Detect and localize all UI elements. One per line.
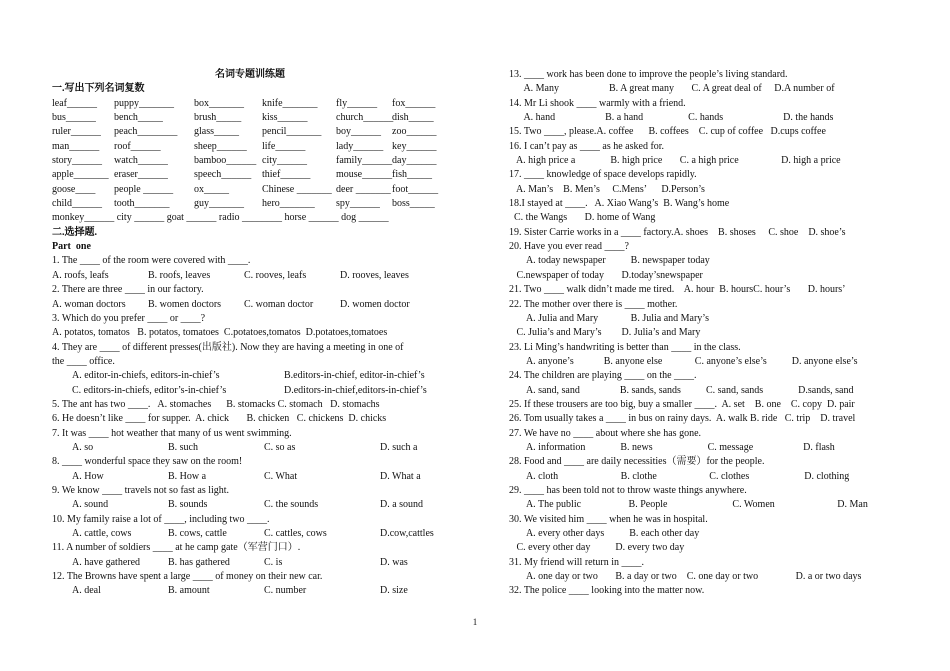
- options-line: [52, 384, 448, 398]
- answer-option[interactable]: B. women doctors: [148, 298, 222, 310]
- plural-word-blank: people ______: [114, 183, 174, 195]
- left-column: [52, 68, 448, 599]
- part-one-label: Part one: [52, 241, 91, 253]
- plural-row: [52, 140, 448, 154]
- plural-word-blank: puppy_______: [114, 97, 174, 109]
- plural-word-blank: fly______: [336, 97, 378, 109]
- answer-option[interactable]: A. so: [72, 441, 94, 453]
- question-line: 10. My family raise a lot of ____, including two ____.: [52, 513, 270, 525]
- answer-option[interactable]: A. sound: [72, 499, 109, 511]
- plural-word-blank: kiss______: [262, 112, 308, 124]
- options-line: A. Julia and Mary B. Julia and Mary’s: [509, 312, 709, 324]
- plural-word-blank: hero_______: [262, 198, 315, 210]
- answer-option[interactable]: D. was: [380, 556, 408, 568]
- plural-word-blank: roof______: [114, 140, 161, 152]
- plural-word-blank: family______: [336, 155, 393, 167]
- plural-row: [52, 111, 448, 125]
- question-line: 3. Which do you prefer ____ or ____?: [52, 312, 206, 324]
- plural-word-blank: city______: [262, 155, 307, 167]
- question-line: 29. ____ has been told not to throw waste things anywhere.: [509, 484, 747, 496]
- answer-option[interactable]: B. cows, cattle: [168, 528, 227, 539]
- answer-option[interactable]: A. cattle, cows: [72, 528, 132, 539]
- plural-row: [52, 154, 448, 168]
- page-number: 1: [472, 617, 478, 627]
- answer-option[interactable]: D. rooves, leaves: [340, 269, 409, 281]
- plural-word-blank: day______: [392, 155, 437, 167]
- plural-word-blank: pencil_______: [262, 126, 322, 138]
- plural-word-blank: foot______: [392, 183, 439, 195]
- plural-word-blank: brush_____: [194, 112, 242, 124]
- question-list-left: [52, 254, 448, 598]
- plural-word-blank: eraser______: [114, 169, 168, 181]
- plural-word-blank: peach________: [114, 126, 178, 138]
- question-line: 8. ____ wonderful space they saw on the room!: [52, 456, 243, 468]
- question-line: 1. The ____ of the room were covered with ____.: [52, 255, 251, 267]
- plural-word-blank: leaf______: [52, 97, 97, 109]
- question-line: 24. The children are playing ____ on the ____.: [509, 370, 697, 382]
- answer-option[interactable]: C. is: [264, 556, 283, 568]
- question-line: 11. A number of soldiers ____ at he camp gate（军营门口）.: [52, 542, 301, 554]
- answer-option[interactable]: B. amount: [168, 585, 210, 597]
- plural-word-blank: Chinese _______: [262, 183, 332, 195]
- question-line: 26. Tom usually takes a ____ in bus on rainy days. A. walk B. ride C. trip D. travel: [509, 413, 856, 425]
- question-line: 23. Li Ming’s handwriting is better than ____ in the class.: [509, 341, 741, 353]
- plural-word-blank: fish_____: [392, 169, 432, 181]
- page-title: 名词专题训练题: [215, 69, 285, 80]
- plural-word-blank: apple_______: [52, 169, 109, 181]
- plural-word-blank: glass_____: [194, 126, 239, 138]
- plural-word-list: [52, 97, 448, 226]
- question-line: 4. They are ____ of different presses(出版社). Now they are having a meeting in one of: [52, 341, 404, 353]
- answer-option[interactable]: A. roofs, leafs: [52, 269, 109, 281]
- plural-word-blank: boss_____: [392, 198, 435, 210]
- answer-option[interactable]: C. rooves, leafs: [244, 269, 307, 281]
- right-column: [509, 68, 909, 599]
- section1-heading: 一.写出下列名词复数: [52, 83, 145, 95]
- plural-row: [52, 168, 448, 182]
- question-line: 17. ____ knowledge of space develops rapidly.: [509, 169, 697, 181]
- answer-option[interactable]: A. editor-in-chiefs, editors-in-chief’s: [72, 370, 220, 382]
- answer-option[interactable]: D. size: [380, 585, 408, 597]
- question-line: 28. Food and ____ are daily necessities（需要）for the people.: [509, 456, 765, 468]
- answer-option[interactable]: D. What a: [380, 470, 421, 482]
- plural-word-blank: knife_______: [262, 97, 318, 109]
- options-line: [52, 369, 448, 383]
- answer-option[interactable]: B. How a: [168, 470, 207, 482]
- options-line: A. hand B. a hand C. hands D. the hands: [509, 112, 834, 124]
- question-line: 12. The Browns have spent a large ____ of money on their new car.: [52, 571, 323, 583]
- plural-word-blank: guy_______: [194, 198, 244, 210]
- plural-word-blank: man______: [52, 140, 100, 152]
- plural-word-blank: bamboo______: [194, 155, 257, 167]
- plural-word-blank: thief______: [262, 169, 311, 181]
- answer-option[interactable]: C. so as: [264, 441, 296, 453]
- plural-word-blank: dish_____: [392, 112, 434, 124]
- options-line: C.newspaper of today D.today’snewspaper: [509, 269, 703, 281]
- plural-row: [52, 197, 448, 211]
- plural-word-blank: fox______: [392, 97, 436, 109]
- options-line: A. The public B. People C. Women D. Man: [509, 499, 868, 511]
- plural-word-blank: key______: [392, 140, 437, 152]
- answer-option[interactable]: C. woman doctor: [244, 298, 314, 310]
- plural-row: [52, 125, 448, 139]
- question-line: 27. We have no ____ about where she has gone.: [509, 427, 702, 439]
- options-line: [52, 441, 448, 455]
- answer-option[interactable]: B. sounds: [168, 499, 208, 511]
- options-line: A. anyone’s B. anyone else C. anyone’s else’s D. anyone else’s: [509, 355, 858, 367]
- question-line: the ____ office.: [52, 355, 115, 367]
- plural-word-blank: deer _______: [336, 183, 391, 195]
- question-line: 6. He doesn’t like ____ for supper. A. chick B. chicken C. chickens D. chicks: [52, 413, 387, 425]
- options-line: [52, 527, 448, 541]
- options-line: C. every other day D. every two day: [509, 542, 685, 554]
- options-line: A. today newspaper B. newspaper today: [509, 255, 710, 267]
- options-line: A. information B. news C. message D. flash: [509, 441, 835, 453]
- options-line: [52, 498, 448, 512]
- question-line: 31. My friend will return in ____.: [509, 556, 644, 568]
- plural-word-blank: church______: [336, 112, 394, 124]
- answer-option[interactable]: A. deal: [72, 585, 101, 597]
- answer-option[interactable]: D.cow,cattles: [380, 528, 434, 539]
- plural-word-blank: ox_____: [194, 183, 229, 195]
- question-line: 19. Sister Carrie works in a ____ factory.A. shoes B. shoses C. shoe D. shoe’s: [509, 226, 846, 238]
- answer-option[interactable]: D. women doctor: [340, 298, 410, 310]
- plural-word-blank: bench_____: [114, 112, 163, 124]
- options-line: [52, 556, 448, 570]
- options-line: [52, 470, 448, 484]
- question-line: 2. There are three ____ in our factory.: [52, 284, 204, 296]
- options-line: A. Many B. A great many C. A great deal of D.A number of: [509, 83, 835, 95]
- question-line: A. potatos, tomatos B. potatos, tomatoes C.potatoes,tomatos D.potatoes,tomatoes: [52, 327, 388, 339]
- plural-word-blank: life______: [262, 140, 306, 152]
- options-line: C. the Wangs D. home of Wang: [509, 212, 656, 224]
- question-line: 9. We know ____ travels not so fast as light.: [52, 484, 230, 496]
- plural-word-blank: tooth_______: [114, 198, 170, 210]
- plural-row: [52, 183, 448, 197]
- plural-word-blank: boy______: [336, 126, 381, 138]
- answer-option[interactable]: A. have gathered: [72, 556, 141, 568]
- options-line: A. one day or two B. a day or two C. one day or two D. a or two days: [509, 571, 862, 583]
- options-line: C. Julia’s and Mary’s D. Julia’s and Mary: [509, 327, 701, 339]
- question-line: 21. Two ____ walk didn’t made me tired. A. hour B. hoursC. hour’s D. hours’: [509, 284, 846, 296]
- plural-word-blank: child______: [52, 198, 102, 210]
- answer-option[interactable]: C. the sounds: [264, 499, 319, 511]
- question-list-right: [509, 68, 909, 599]
- question-line: 30. We visited him ____ when he was in hospital.: [509, 513, 708, 525]
- answer-option[interactable]: B.editors-in-chief, editor-in-chief’s: [284, 370, 425, 382]
- question-line: 14. Mr Li shook ____ warmly with a friend.: [509, 97, 686, 109]
- options-line: A. every other days B. each other day: [509, 528, 700, 539]
- plural-word-blank: lady______: [336, 140, 384, 152]
- question-line: 20. Have you ever read ____?: [509, 241, 629, 253]
- answer-option[interactable]: C. editors-in-chiefs, editor’s-in-chief’s: [72, 384, 227, 396]
- answer-option[interactable]: C. cattles, cows: [264, 528, 327, 539]
- plural-word-blank: sheep______: [194, 140, 247, 152]
- question-line: 22. The mother over there is ____ mother.: [509, 298, 678, 310]
- plural-row: [52, 97, 448, 111]
- plural-word-blank: goose____: [52, 183, 96, 195]
- plural-word-blank: monkey______ city ______ goat ______ radio ________ horse ______ dog ______: [52, 212, 389, 224]
- question-line: 18.I stayed at ____. A. Xiao Wang’s B. Wang’s home: [509, 198, 730, 210]
- question-line: 16. I can’t pay as ____ as he asked for.: [509, 140, 665, 152]
- options-line: A. cloth B. clothe C. clothes D. clothing: [509, 470, 850, 482]
- question-line: 15. Two ____, please.A. coffee B. coffees C. cup of coffee D.cups coffee: [509, 126, 826, 138]
- answer-option[interactable]: D. a sound: [380, 499, 424, 511]
- plural-word-blank: speech______: [194, 169, 252, 181]
- answer-option[interactable]: C. What: [264, 470, 298, 482]
- options-line: A. high price a B. high price C. a high price D. high a price: [509, 155, 841, 167]
- answer-option[interactable]: A. woman doctors: [52, 298, 126, 310]
- question-line: 13. ____ work has been done to improve the people’s living standard.: [509, 69, 788, 80]
- question-line: 32. The police ____ looking into the matter now.: [509, 585, 705, 597]
- options-line: [52, 584, 448, 598]
- plural-word-blank: bus______: [52, 112, 96, 124]
- plural-word-blank: spy______: [336, 198, 380, 210]
- plural-word-blank: story______: [52, 155, 102, 167]
- question-line: 7. It was ____ hot weather that many of us went swimming.: [52, 427, 292, 439]
- plural-word-blank: zoo______: [392, 126, 437, 138]
- plural-word-blank: mouse______: [336, 169, 393, 181]
- answer-option[interactable]: B. such: [168, 441, 198, 453]
- options-line: [52, 298, 448, 312]
- answer-option[interactable]: B. roofs, leaves: [148, 269, 211, 281]
- options-line: [52, 269, 448, 283]
- question-line: 25. If these trousers are too big, buy a smaller ____. A. set B. one C. copy D. pair: [509, 398, 855, 410]
- question-line: 5. The ant has two ____. A. stomaches B. stomacks C. stomach D. stomachs: [52, 398, 380, 410]
- answer-option[interactable]: C. number: [264, 585, 307, 597]
- plural-word-blank: ruler______: [52, 126, 101, 138]
- answer-option[interactable]: A. How: [72, 470, 104, 482]
- section2-heading: 二.选择题.: [52, 226, 97, 238]
- plural-row: [52, 211, 448, 225]
- options-line: A. sand, sand B. sands, sands C. sand, sands D.sands, sand: [509, 384, 854, 396]
- answer-option[interactable]: D. such a: [380, 441, 418, 453]
- answer-option[interactable]: D.editors-in-chief,editors-in-chief’s: [284, 384, 427, 396]
- plural-word-blank: watch______: [114, 155, 168, 167]
- plural-word-blank: box_______: [194, 97, 244, 109]
- options-line: A. Man’s B. Men’s C.Mens’ D.Person’s: [509, 183, 705, 195]
- answer-option[interactable]: B. has gathered: [168, 556, 230, 568]
